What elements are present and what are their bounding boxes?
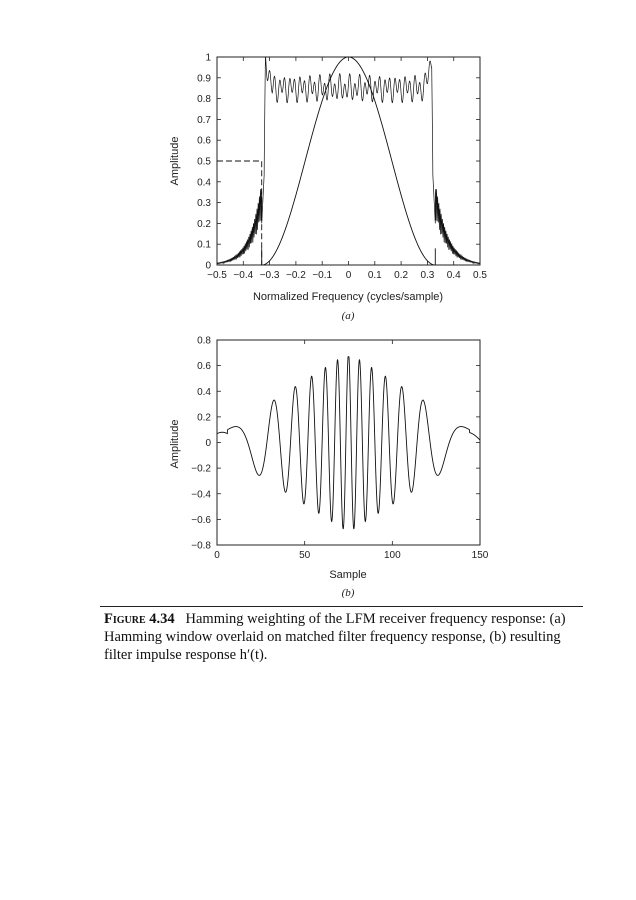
panel-a-ticks [197, 53, 487, 282]
panel-a-x-tick-label: 0.5 [473, 270, 487, 281]
panel-b-frame [217, 340, 480, 545]
panel-b-y-tick-label: 0.2 [197, 412, 211, 424]
panel-b-series [217, 357, 480, 529]
panel-a-x-tick-label: 0 [345, 270, 352, 281]
panel-b-y-tick-label: −0.4 [191, 489, 211, 501]
panel-a-series [217, 57, 480, 265]
panel-a-x-tick-label: −0.2 [286, 270, 306, 281]
panel-a-x-tick-label: −0.4 [233, 270, 254, 281]
panel-a-label: (a) [341, 310, 355, 322]
panel-a-y-tick-label: 0.2 [197, 218, 211, 230]
impulse-response-line [217, 357, 480, 529]
panel-a-x-tick-label: 0.1 [367, 270, 382, 281]
panel-b-y-tick-label: 0 [205, 438, 211, 449]
panel-b-x-tick-label: 100 [383, 550, 401, 561]
panel-a-x-axis-label: Normalized Frequency (cycles/sample) [252, 291, 444, 303]
panel-b-ticks [191, 336, 489, 562]
panel-b-x-axis-label: Sample [329, 569, 367, 581]
panel-a-y-tick-label: 0.3 [197, 198, 211, 210]
panel-a-chart [169, 53, 487, 323]
panel-a-y-tick-label: 0.7 [197, 114, 211, 126]
panel-b-y-tick-label: 0.4 [197, 386, 211, 398]
panel-b-y-axis-label: Amplitude [169, 419, 181, 469]
panel-a-y-tick-label: 1 [205, 52, 211, 64]
panel-a-y-tick-label: 0.6 [197, 135, 211, 147]
panel-a-y-tick-label: 0.5 [197, 156, 211, 168]
panel-b-y-tick-label: 0.6 [197, 361, 211, 373]
panel-b-x-tick-label: 0 [214, 550, 220, 561]
panel-a-x-tick-label: −0.1 [312, 270, 333, 281]
panel-a-x-tick-label: 0.2 [394, 270, 409, 281]
figure-caption [104, 610, 580, 664]
panel-b-y-tick-label: −0.2 [191, 463, 211, 475]
panel-b-y-tick-label: 0.8 [197, 335, 211, 347]
caption-rule [100, 606, 583, 607]
panel-a-y-tick-label: 0.9 [197, 73, 211, 85]
panel-b-label: (b) [341, 587, 355, 599]
panel-a-x-tick-label: 0.4 [446, 270, 461, 281]
figure-label: Figure 4.34 [104, 611, 175, 627]
caption-text: Hamming weighting of the LFM receiver frequency response: (a) Hamming window overlaid on matched filter frequency response, (b) resulting filter impulse response h′(t). [104, 611, 566, 663]
panel-b-y-tick-label: −0.8 [191, 540, 211, 552]
panel-a-x-tick-label: 0.3 [420, 270, 435, 281]
panel-a-y-tick-label: 0.1 [197, 239, 211, 251]
panel-b-y-tick-label: −0.6 [191, 514, 211, 526]
panel-a-x-tick-label: −0.5 [207, 270, 227, 281]
panel-a-y-tick-label: 0 [205, 260, 211, 272]
panel-b-x-tick-label: 150 [471, 550, 489, 561]
matched-filter-response-line [217, 57, 480, 264]
panel-a-y-axis-label: Amplitude [169, 136, 181, 186]
panel-a-y-tick-label: 0.4 [197, 177, 211, 189]
panel-b-x-tick-label: 50 [299, 550, 311, 561]
half-amplitude-dashed-marker [217, 161, 262, 265]
panel-b-chart [169, 336, 489, 600]
panel-a-x-tick-label: −0.3 [259, 270, 280, 281]
panel-a-y-tick-label: 0.8 [197, 94, 211, 106]
